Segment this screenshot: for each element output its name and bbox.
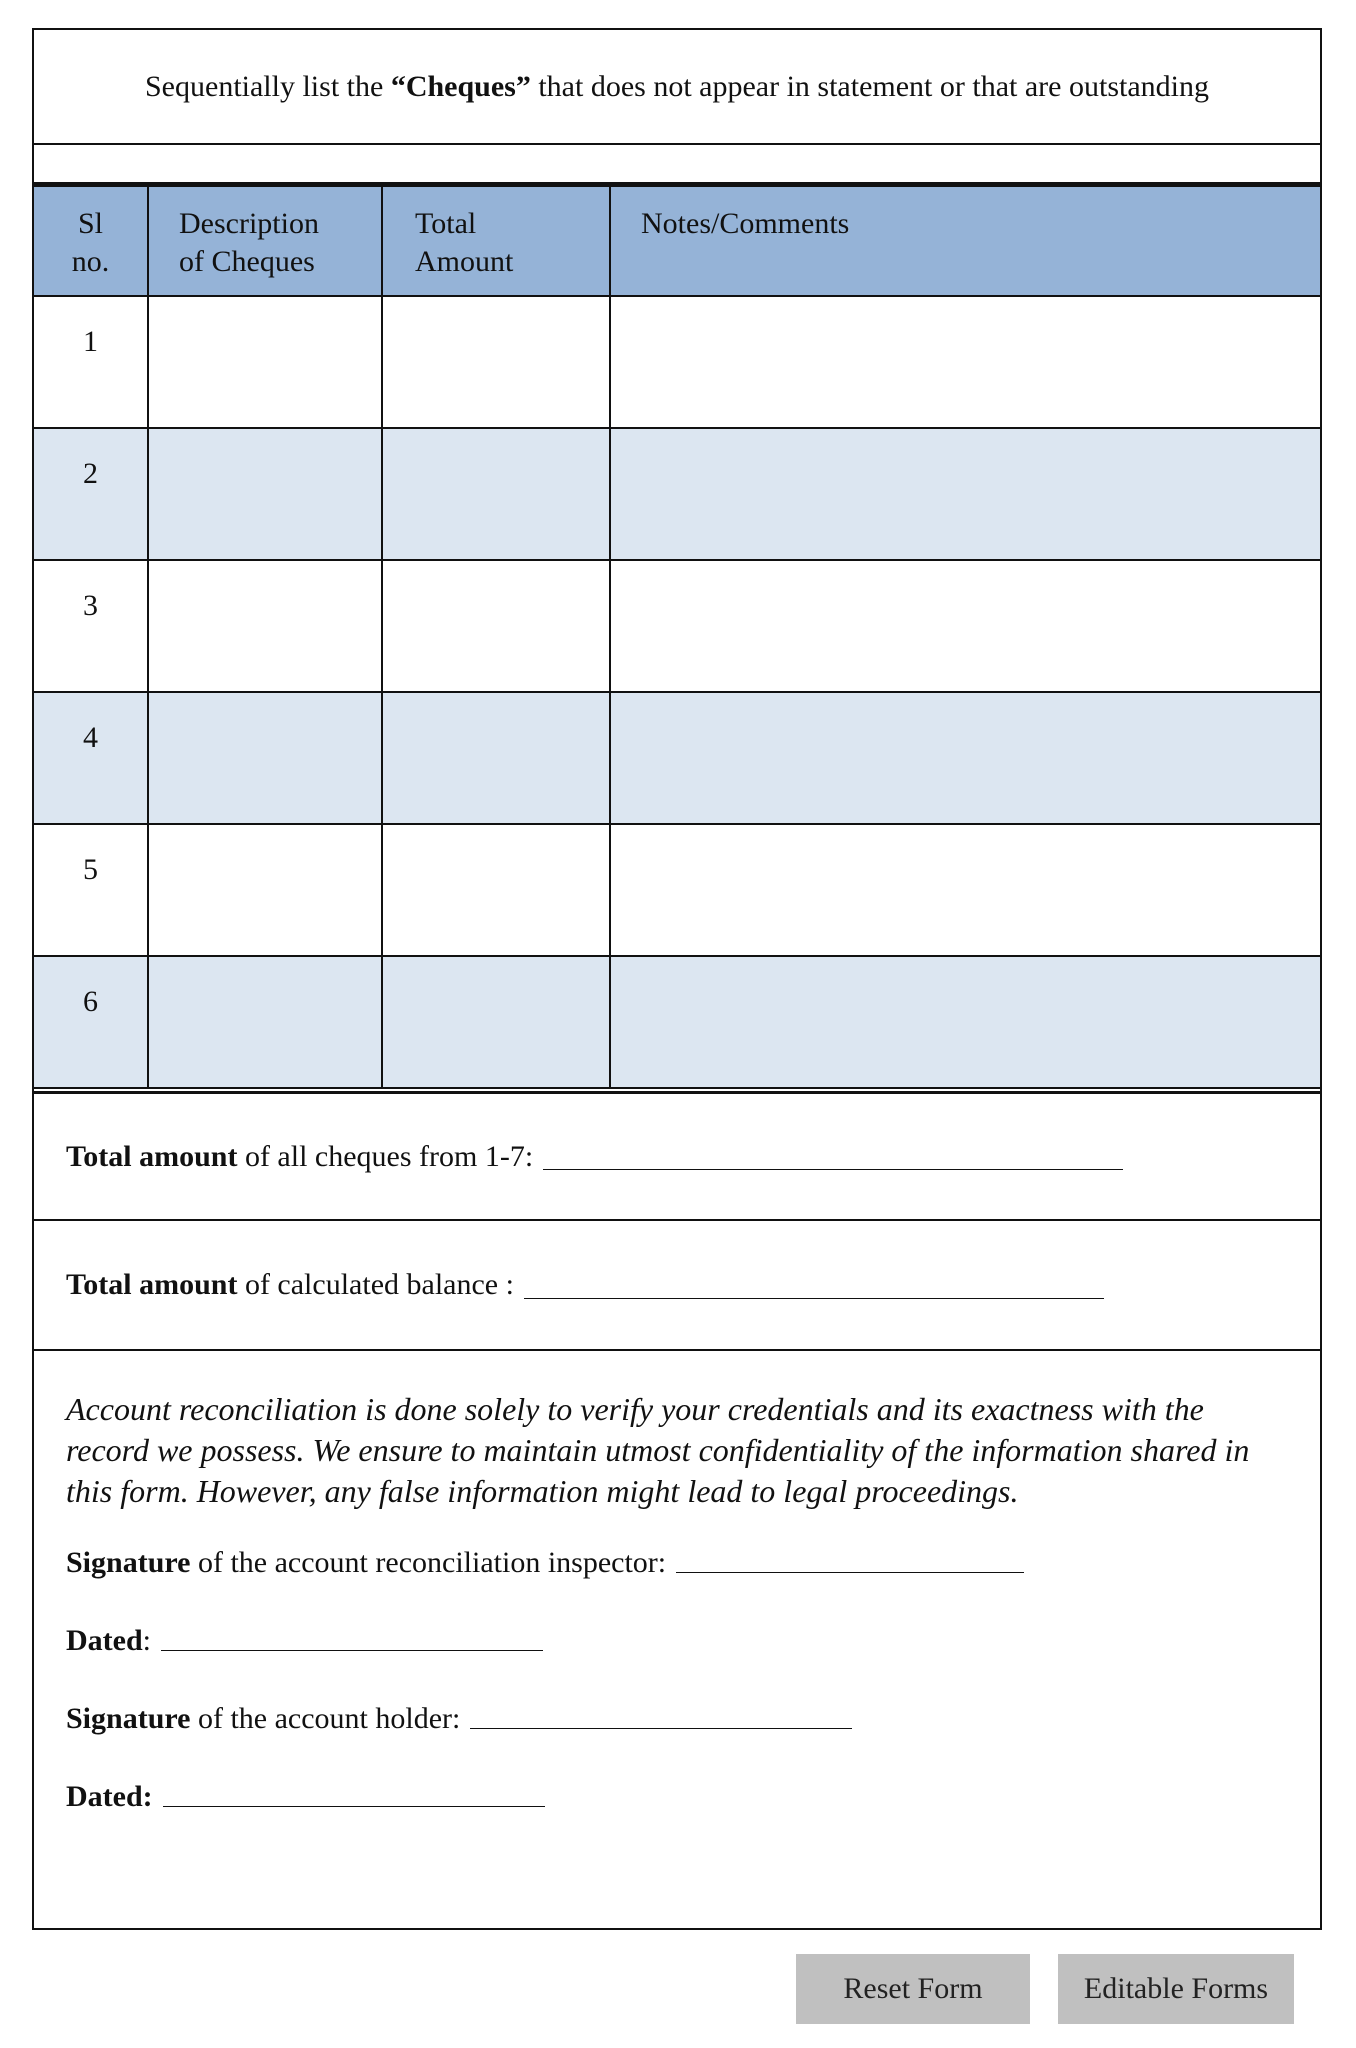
heading-suffix: that does not appear in statement or that are outstanding [530, 69, 1209, 103]
sl-cell: 2 [34, 428, 148, 560]
sl-cell: 4 [34, 692, 148, 824]
inspector-signature-row [66, 1546, 1280, 1624]
cheques-table [34, 185, 1320, 1089]
header-description [148, 186, 382, 296]
amount-cell[interactable] [382, 956, 610, 1088]
notes-cell[interactable] [610, 296, 1320, 428]
table-header-row [34, 186, 1320, 296]
sl-cell: 6 [34, 956, 148, 1088]
inspector-signature-bold: Signature [66, 1546, 191, 1579]
amount-cell[interactable] [382, 824, 610, 956]
dated-1-bold: Dated [66, 1624, 143, 1657]
dated-1-field[interactable] [161, 1624, 543, 1651]
header-amount-line2: Amount [415, 245, 514, 278]
sl-cell: 5 [34, 824, 148, 956]
disclaimer-text: Account reconciliation is done solely to verify your credentials and its exactness with the record we possess. We ensure to maintain utmost confidentiality of the information shared in this form. However, any false information might lead to legal proceedings. [66, 1391, 1250, 1509]
inspector-signature-label: of the account reconciliation inspector: [190, 1546, 667, 1579]
form-heading [34, 30, 1320, 145]
header-amount-line1: Total [415, 207, 477, 240]
description-cell[interactable] [148, 956, 382, 1088]
amount-cell[interactable] [382, 296, 610, 428]
dated-2-field[interactable] [163, 1780, 545, 1807]
notes-cell[interactable] [610, 956, 1320, 1088]
total-cheques-field[interactable] [543, 1143, 1123, 1170]
total-balance-label: of calculated balance : [237, 1268, 514, 1301]
table-row [34, 296, 1320, 428]
table-row [34, 824, 1320, 956]
dated-2-bold: Dated: [66, 1780, 153, 1813]
table-row [34, 692, 1320, 824]
notes-cell[interactable] [610, 428, 1320, 560]
footer-section [34, 1351, 1320, 1929]
cheque-form [32, 28, 1322, 1930]
notes-cell[interactable] [610, 692, 1320, 824]
holder-signature-label: of the account holder: [190, 1702, 461, 1735]
table-row [34, 956, 1320, 1088]
holder-signature-row [66, 1702, 1280, 1780]
header-total-amount [382, 186, 610, 296]
description-cell[interactable] [148, 560, 382, 692]
dated-1-label: : [142, 1624, 151, 1657]
holder-signature-field[interactable] [470, 1702, 852, 1729]
heading-prefix: Sequentially list the [145, 69, 391, 103]
amount-cell[interactable] [382, 560, 610, 692]
header-desc-line2: of Cheques [179, 245, 315, 278]
description-cell[interactable] [148, 428, 382, 560]
description-cell[interactable] [148, 692, 382, 824]
holder-signature-bold: Signature [66, 1702, 191, 1735]
editable-forms-button[interactable]: Editable Forms [1058, 1954, 1294, 2024]
header-sl-no [34, 186, 148, 296]
inspector-signature-field[interactable] [676, 1546, 1024, 1573]
amount-cell[interactable] [382, 428, 610, 560]
dated-row-1 [66, 1624, 1280, 1702]
table-row [34, 428, 1320, 560]
heading-bold: “Cheques” [390, 69, 531, 103]
total-cheques-bold: Total amount [66, 1139, 238, 1173]
header-sl-line1: Sl [77, 207, 104, 240]
total-cheques-label: of all cheques from 1-7: [237, 1139, 534, 1173]
dated-row-2 [66, 1780, 1280, 1858]
header-sl-line2: no. [71, 245, 110, 278]
total-balance-bold: Total amount [66, 1268, 238, 1301]
notes-cell[interactable] [610, 560, 1320, 692]
table-row [34, 560, 1320, 692]
total-cheques-row [34, 1091, 1320, 1221]
description-cell[interactable] [148, 296, 382, 428]
amount-cell[interactable] [382, 692, 610, 824]
spacer-row [34, 145, 1320, 185]
header-desc-line1: Description [179, 207, 319, 240]
description-cell[interactable] [148, 824, 382, 956]
header-notes: Notes/Comments [610, 186, 1320, 296]
sl-cell: 1 [34, 296, 148, 428]
notes-cell[interactable] [610, 824, 1320, 956]
total-balance-row [34, 1221, 1320, 1351]
reset-form-button[interactable]: Reset Form [796, 1954, 1030, 2024]
sl-cell: 3 [34, 560, 148, 692]
total-balance-field[interactable] [524, 1272, 1104, 1299]
